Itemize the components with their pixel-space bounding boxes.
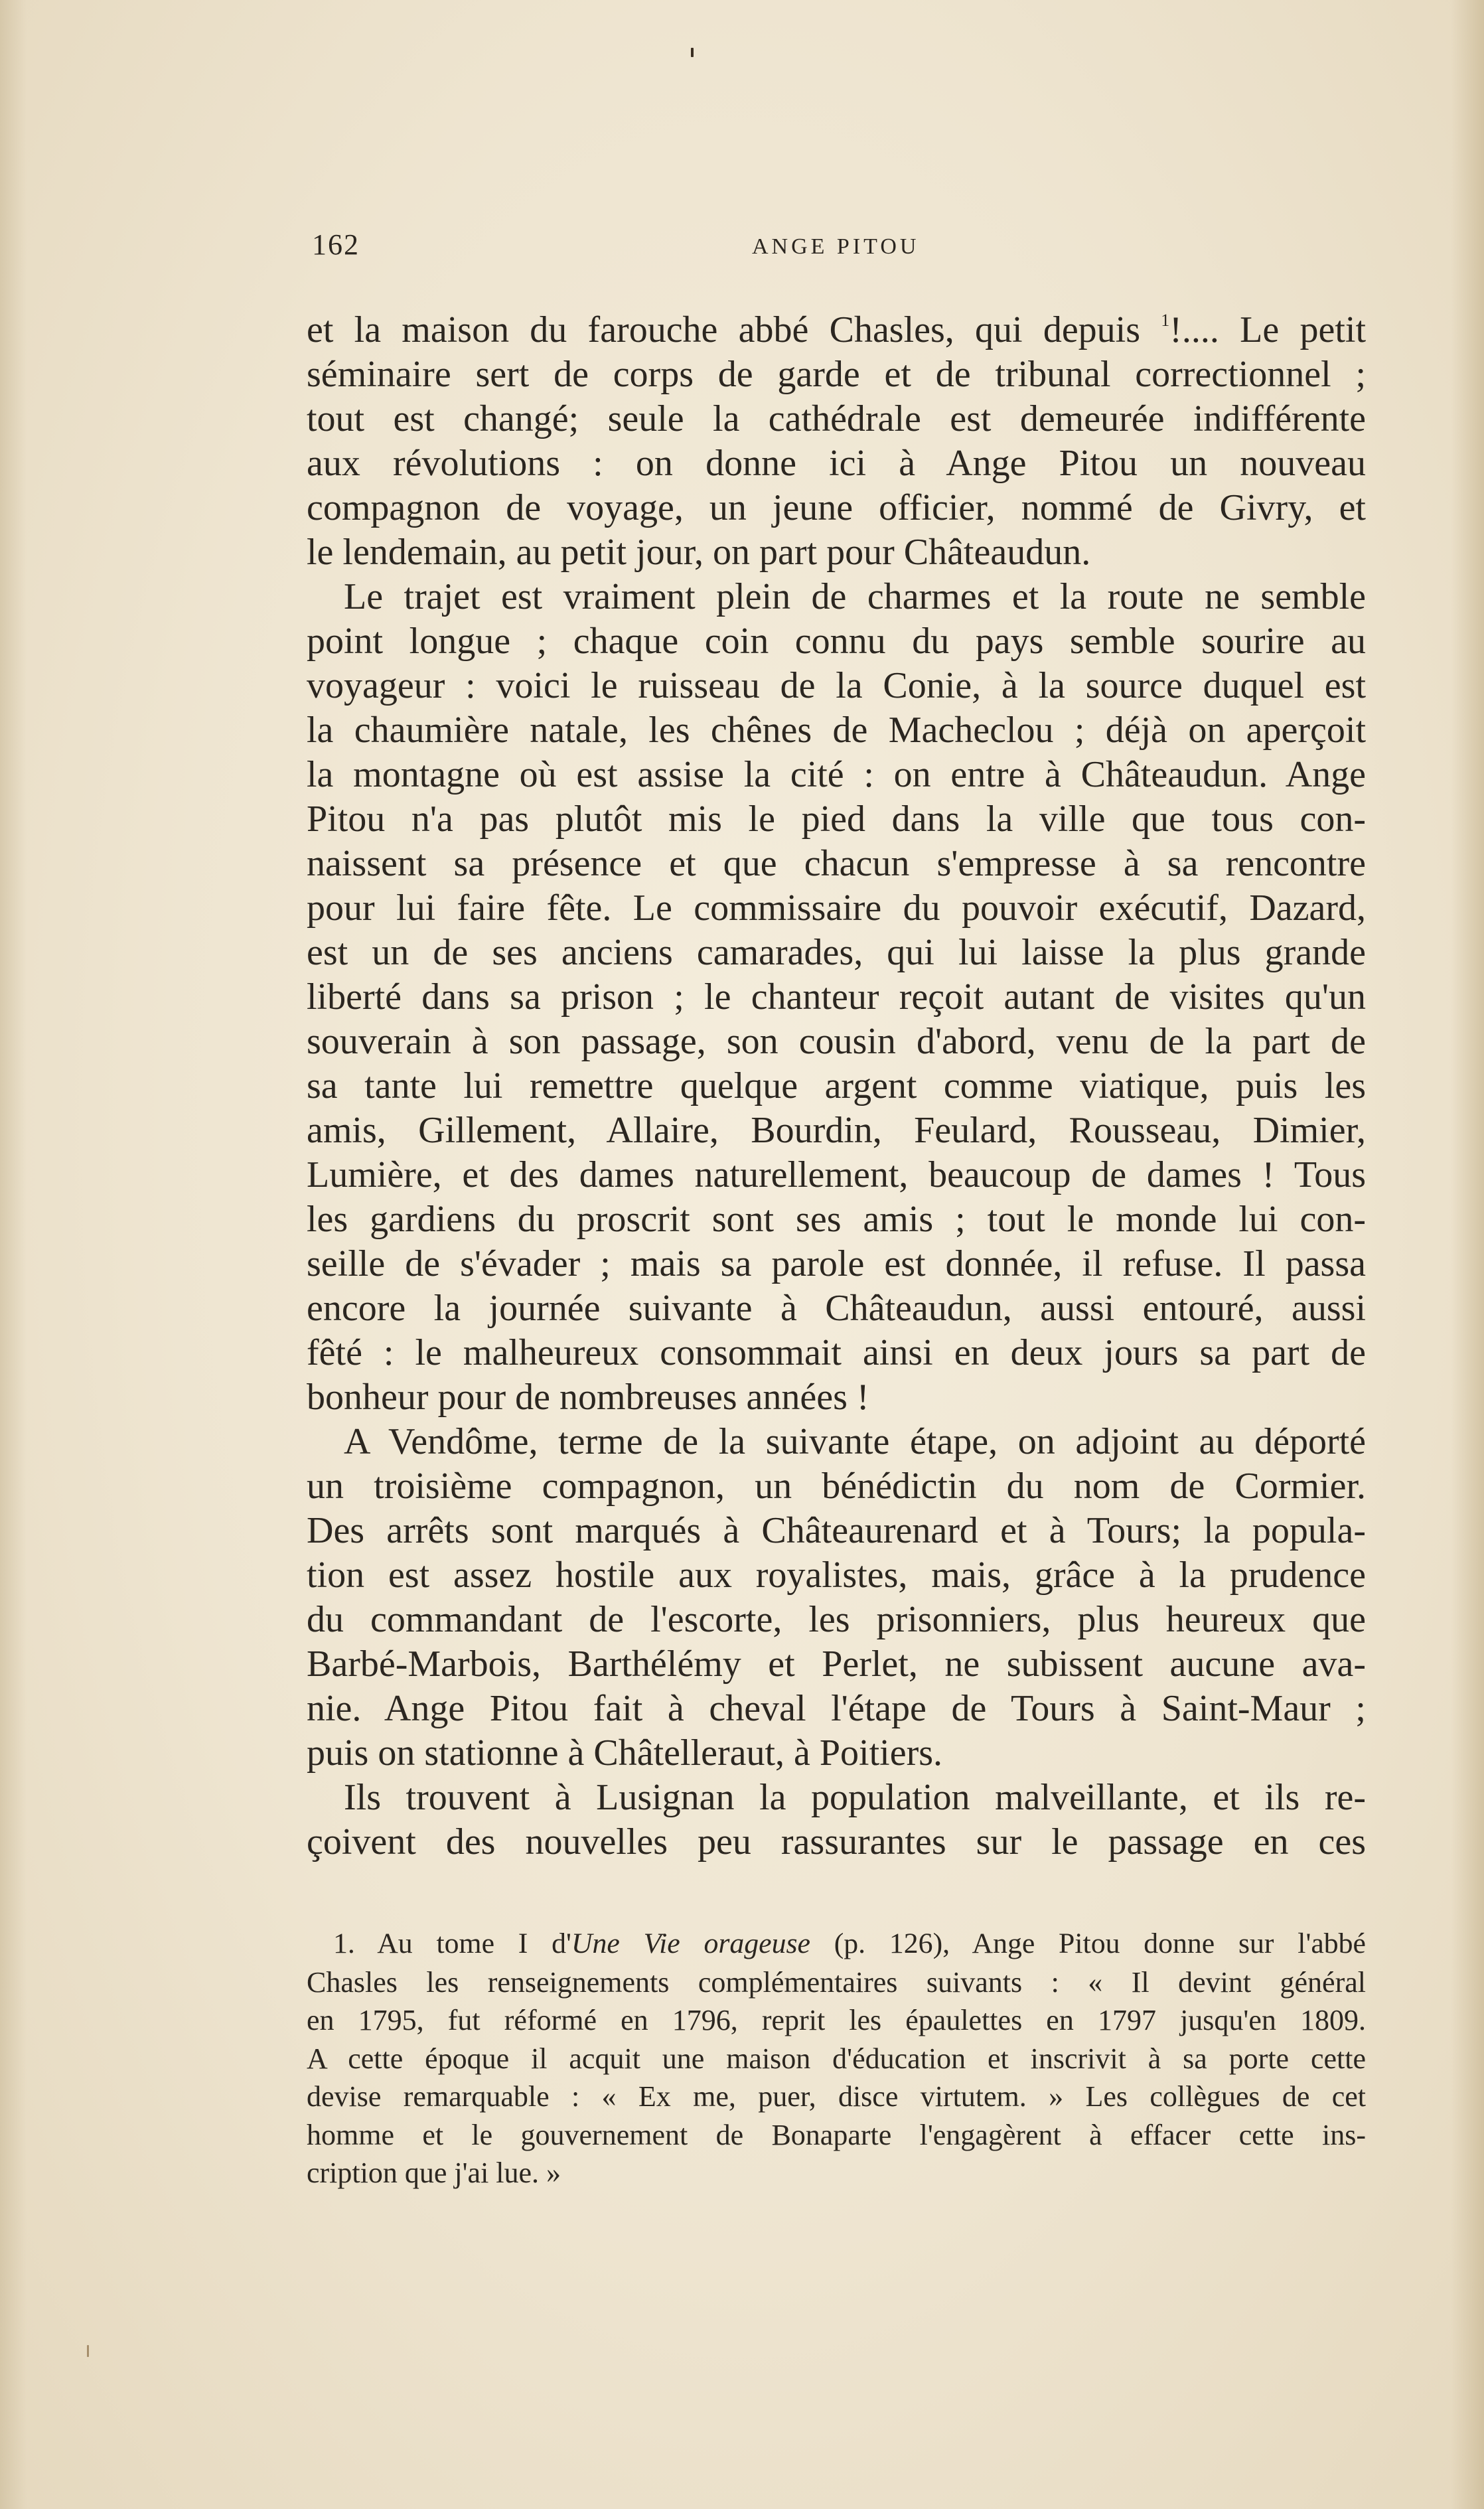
text-line: Des arrêts sont marqués à Châteaurenard et à Tours; la popula-: [307, 1510, 1366, 1551]
text-line: le lendemain, au petit jour, on part pour Châteaudun.: [307, 532, 1091, 573]
text-line: naissent sa présence et que chacun s'empresse à sa rencontre: [307, 843, 1366, 884]
text-line: la chaumière natale, les chênes de Macheclou ; déjà on aperçoit: [307, 710, 1366, 751]
text-line: liberté dans sa prison ; le chanteur reçoit autant de visites qu'un: [307, 976, 1366, 1018]
text-line: nie. Ange Pitou fait à cheval l'étape de Tours à Saint-Maur ;: [307, 1688, 1366, 1729]
page-edge-shadow-left: [0, 0, 27, 2509]
text-line: les gardiens du proscrit sont ses amis ; tout le monde lui con-: [307, 1199, 1366, 1240]
running-title: ANGE PITOU: [752, 234, 920, 259]
page-edge-shadow-right: [1451, 0, 1484, 2509]
page-number: 162: [312, 228, 360, 261]
text-line: Pitou n'a pas plutôt mis le pied dans la ville que tous con-: [307, 798, 1366, 840]
text-line: séminaire sert de corps de garde et de tribunal correctionnel ;: [307, 354, 1366, 395]
paragraph: [307, 1776, 1366, 1864]
text-line: et la maison du farouche abbé Chasles, qui depuis $^1$!.... Le petit: [307, 309, 1366, 350]
paragraph: [307, 575, 1366, 1420]
text-line: A Vendôme, terme de la suivante étape, on adjoint au déporté: [344, 1421, 1366, 1462]
text-line: amis, Gillement, Allaire, Bourdin, Feulard, Rousseau, Dimier,: [307, 1110, 1366, 1151]
text-line: encore la journée suivante à Châteaudun, aussi entouré, aussi: [307, 1288, 1366, 1329]
footnote-line: devise remarquable : « Ex me, puer, disce virtutem. » Les collègues de cet: [307, 2080, 1366, 2113]
text-line: tout est changé; seule la cathédrale est demeurée indifférente: [307, 398, 1366, 439]
text-line: çoivent des nouvelles peu rassurantes sur le passage en ces: [307, 1821, 1366, 1863]
text-line: fêté : le malheureux consommait ainsi en deux jours sa part de: [307, 1332, 1366, 1373]
text-line: puis on stationne à Châtelleraut, à Poitiers.: [307, 1732, 943, 1774]
text-line: Ils trouvent à Lusignan la population malveillante, et ils re-: [344, 1777, 1366, 1818]
text-line: pour lui faire fête. Le commissaire du pouvoir exécutif, Dazard,: [307, 887, 1366, 929]
footnote-line: Chasles les renseignements complémentaires suivants : « Il devint général: [307, 1965, 1366, 1999]
text-line: sa tante lui remettre quelque argent comme viatique, puis les: [307, 1065, 1366, 1106]
footnote-line: cription que j'ai lue. »: [307, 2157, 561, 2189]
footnote-line: homme et le gouvernement de Bonaparte l'engagèrent à effacer cette ins-: [307, 2118, 1366, 2151]
text-line: voyageur : voici le ruisseau de la Conie, à la source duquel est: [307, 665, 1366, 706]
paper-speck: [87, 2345, 89, 2357]
text-line: compagnon de voyage, un jeune officier, nommé de Givry, et: [307, 487, 1366, 528]
text-line: la montagne où est assise la cité : on entre à Châteaudun. Ange: [307, 754, 1366, 795]
paragraph: [307, 1420, 1366, 1776]
footnote-reference[interactable]: 1: [1161, 311, 1170, 330]
text-line: Barbé-Marbois, Barthélémy et Perlet, ne subissent aucune ava-: [307, 1643, 1366, 1685]
text-line: tion est assez hostile aux royalistes, mais, grâce à la prudence: [307, 1555, 1366, 1596]
text-line: est un de ses anciens camarades, qui lui laisse la plus grande: [307, 932, 1366, 973]
text-line: seille de s'évader ; mais sa parole est donnée, il refuse. Il passa: [307, 1243, 1366, 1284]
book-title: Une Vie orageuse: [571, 1928, 810, 1959]
text-line: souverain à son passage, son cousin d'abord, venu de la part de: [307, 1021, 1366, 1062]
text-line: aux révolutions : on donne ici à Ange Pitou un nouveau: [307, 443, 1366, 484]
text-line: Lumière, et des dames naturellement, beaucoup de dames ! Tous: [307, 1154, 1366, 1195]
paper-speck: [691, 48, 694, 57]
footnote-line: 1. Au tome I d'Une Vie orageuse (p. 126), Ange Pitou donne sur l'abbé: [333, 1928, 1366, 1959]
text-line: bonheur pour de nombreuses années !: [307, 1377, 869, 1418]
footnote-line: A cette époque il acquit une maison d'éducation et inscrivit à sa porte cette: [307, 2042, 1366, 2075]
text-line: du commandant de l'escorte, les prisonniers, plus heureux que: [307, 1599, 1366, 1640]
text-line: Le trajet est vraiment plein de charmes et la route ne semble: [344, 576, 1366, 617]
paragraph: [307, 308, 1366, 575]
footnote-line: en 1795, fut réformé en 1796, reprit les épaulettes en 1797 jusqu'en 1809.: [307, 2004, 1366, 2036]
text-line: point longue ; chaque coin connu du pays semble sourire au: [307, 621, 1366, 662]
text-line: un troisième compagnon, un bénédictin du nom de Cormier.: [307, 1466, 1366, 1507]
footnote: [307, 1925, 1366, 2192]
body-text: [307, 308, 1366, 1864]
